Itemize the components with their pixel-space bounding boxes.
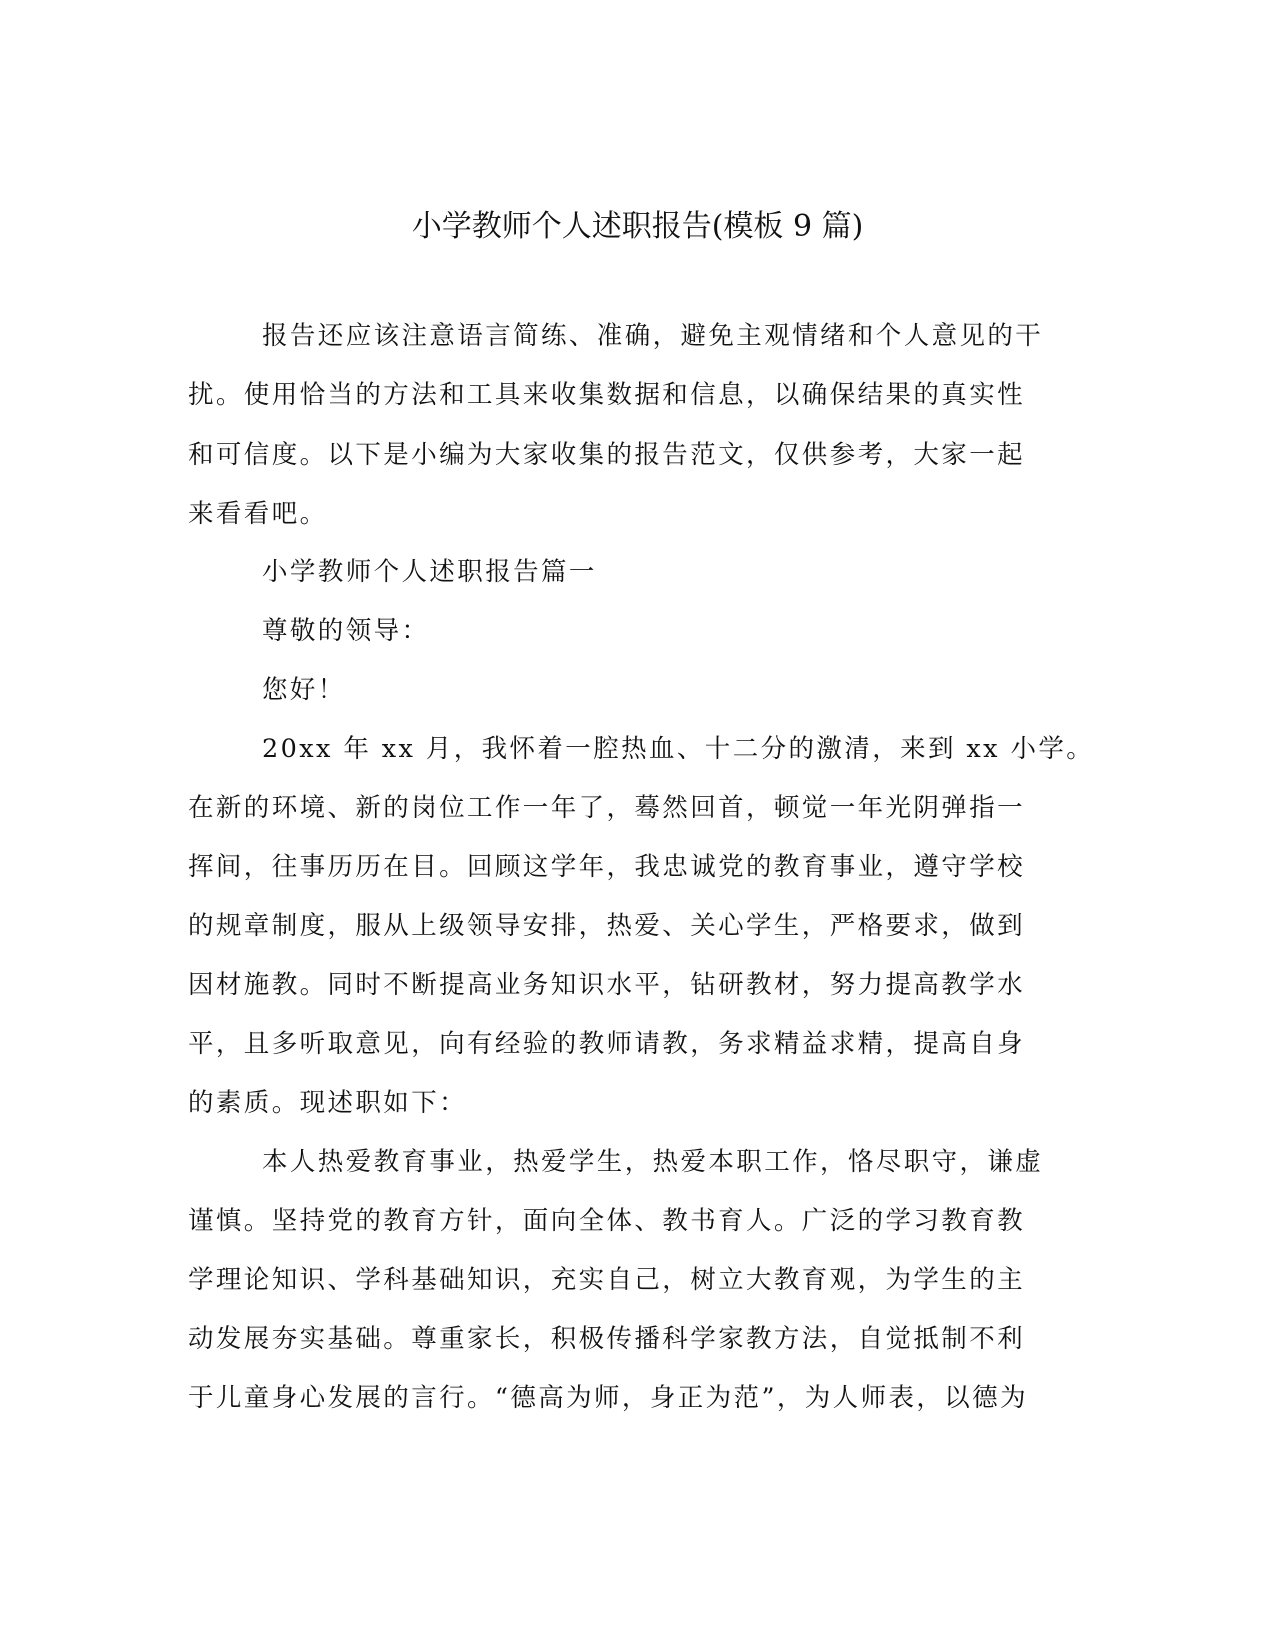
paragraph-line-18: 动发展夯实基础。尊重家长，积极传播科学家教方法，自觉抵制不利 [188, 1324, 1026, 1354]
paragraph-line-10: 挥间，往事历历在目。回顾这学年，我忠诚党的教育事业，遵守学校 [188, 852, 1026, 882]
paragraph-line-9: 在新的环境、新的岗位工作一年了，蓦然回首，顿觉一年光阴弹指一 [188, 793, 1026, 823]
paragraph-line-19: 于儿童身心发展的言行。“德高为师，身正为范”，为人师表，以德为 [188, 1383, 1028, 1413]
paragraph-line-2: 扰。使用恰当的方法和工具来收集数据和信息，以确保结果的真实性 [188, 380, 1026, 410]
paragraph-line-11: 的规章制度，服从上级领导安排，热爱、关心学生，严格要求，做到 [188, 911, 1026, 941]
paragraph-line-14: 的素质。现述职如下： [188, 1088, 468, 1118]
salutation-line: 尊敬的领导： [262, 616, 430, 646]
paragraph-line-1: 报告还应该注意语言简练、准确，避免主观情绪和个人意见的干 [262, 321, 1044, 351]
paragraph-line-8: 20xx 年 xx 月，我怀着一腔热血、十二分的激清，来到 xx 小学。 [262, 734, 1095, 764]
greeting-line: 您好！ [262, 675, 346, 705]
section-heading: 小学教师个人述职报告篇一 [262, 557, 597, 587]
paragraph-line-13: 平，且多听取意见，向有经验的教师请教，务求精益求精，提高自身 [188, 1029, 1026, 1059]
paragraph-line-15: 本人热爱教育事业，热爱学生，热爱本职工作，恪尽职守，谦虚 [262, 1147, 1044, 1177]
paragraph-line-17: 学理论知识、学科基础知识，充实自己，树立大教育观，为学生的主 [188, 1265, 1026, 1295]
paragraph-line-12: 因材施教。同时不断提高业务知识水平，钻研教材，努力提高教学水 [188, 970, 1026, 1000]
document-title: 小学教师个人述职报告(模板 9 篇) [411, 209, 864, 244]
paragraph-line-3: 和可信度。以下是小编为大家收集的报告范文，仅供参考，大家一起 [188, 440, 1026, 470]
paragraph-line-4: 来看看吧。 [188, 499, 328, 529]
paragraph-line-16: 谨慎。坚持党的教育方针，面向全体、教书育人。广泛的学习教育教 [188, 1206, 1026, 1236]
